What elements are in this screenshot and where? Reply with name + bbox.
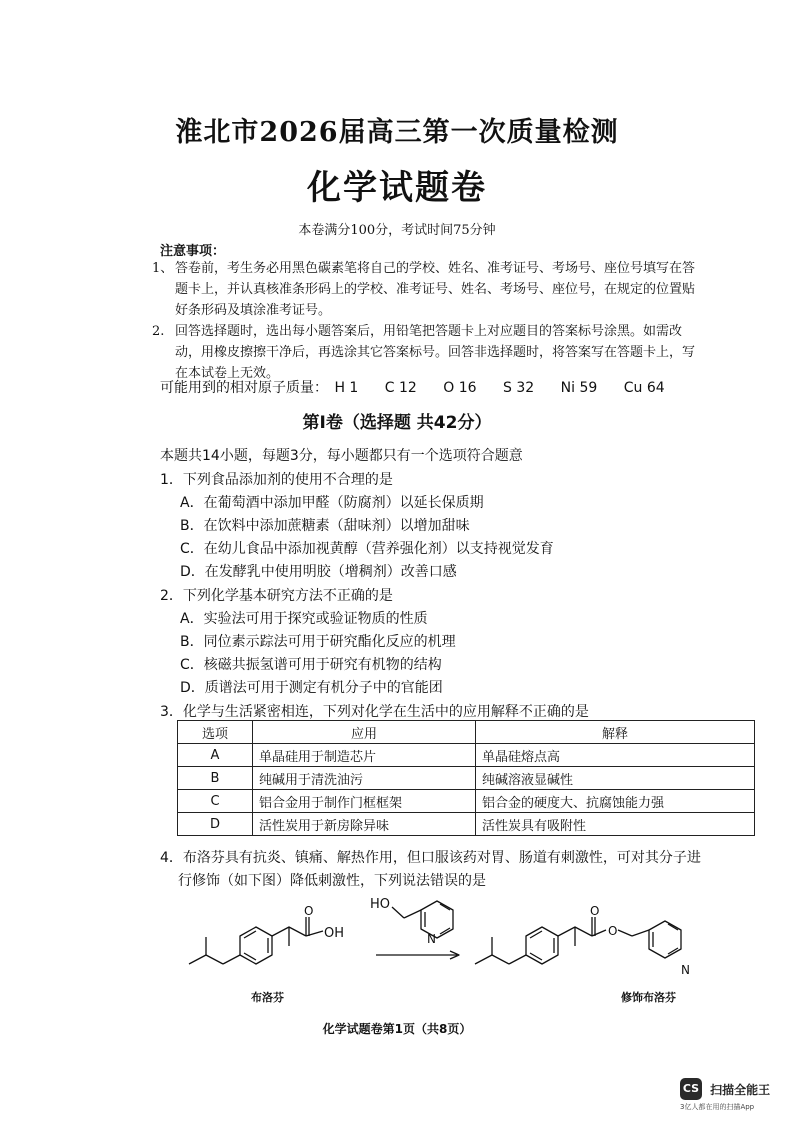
question-2-option-d: D．质谱法可用于测定有机分子中的官能团 bbox=[180, 680, 443, 696]
table-cell: 活性炭具有吸附性 bbox=[476, 813, 755, 836]
question-2-stem: 2．下列化学基本研究方法不正确的是 bbox=[160, 588, 393, 604]
question-1-option-d: D．在发酵乳中使用明胶（增稠剂）改善口感 bbox=[180, 564, 457, 580]
table-cell: 铝合金的硬度大、抗腐蚀能力强 bbox=[476, 790, 755, 813]
atomic-mass-item: H 1 bbox=[334, 380, 359, 396]
question-1-option-c: C．在幼儿食品中添加视黄醇（营养强化剂）以支持视觉发育 bbox=[180, 541, 554, 557]
page-footer: 化学试题卷第1页（共8页） bbox=[322, 1022, 472, 1036]
modified-ibuprofen-structure bbox=[475, 917, 681, 964]
question-4-stem-line-1: 4．布洛芬具有抗炎、镇痛、解热作用，但口服该药对胃、肠道有刺激性，可对其分子进 bbox=[160, 850, 701, 866]
question-2-option-c: C．核磁共振氢谱可用于研究有机物的结构 bbox=[180, 657, 442, 673]
question-2-option-a: A．实验法可用于探究或验证物质的性质 bbox=[180, 611, 428, 627]
table-cell: B bbox=[178, 767, 253, 790]
atomic-mass-item: Ni 59 bbox=[560, 380, 598, 396]
atomic-mass-item: S 32 bbox=[503, 380, 535, 396]
notice-heading: 注意事项： bbox=[160, 244, 226, 259]
notice-line: 题卡上，并认真核准条形码上的学校、准考证号、姓名、考场号、座位号，在规定的位置贴 bbox=[175, 282, 696, 297]
scanner-watermark bbox=[680, 1078, 771, 1111]
table-header: 解释 bbox=[476, 721, 755, 744]
notice-line: 在本试卷上无效。 bbox=[175, 366, 280, 381]
question-1-option-a: A．在葡萄酒中添加甲醛（防腐剂）以延长保质期 bbox=[180, 495, 484, 511]
table-cell: 铝合金用于制作门框框架 bbox=[253, 790, 476, 813]
ho-label: HO bbox=[370, 897, 391, 912]
table-cell: 纯碱用于清洗油污 bbox=[253, 767, 476, 790]
table-cell: 活性炭用于新房除异味 bbox=[253, 813, 476, 836]
notice-line: 答卷前，考生务必用黑色碳素笔将自己的学校、姓名、准考证号、考场号、座位号填写在答 bbox=[175, 261, 696, 276]
question-3-stem: 3．化学与生活紧密相连，下列对化学在生活中的应用解释不正确的是 bbox=[160, 704, 589, 720]
table-cell: C bbox=[178, 790, 253, 813]
atomic-mass-item: O 16 bbox=[443, 380, 477, 396]
notice-line: 动，用橡皮擦擦干净后，再选涂其它答案标号。回答非选择题时，将答案写在答题卡上，写 bbox=[175, 345, 696, 360]
question-1-stem: 1．下列食品添加剂的使用不合理的是 bbox=[160, 472, 393, 488]
section-intro: 本题共14小题，每题3分，每小题都只有一个选项符合题意 bbox=[160, 448, 523, 464]
nitrogen-label: N bbox=[681, 963, 690, 977]
table-header: 应用 bbox=[253, 721, 476, 744]
table-cell: 单晶硅熔点高 bbox=[476, 744, 755, 767]
reagent-structure bbox=[392, 901, 453, 938]
product-label: 修饰布洛芬 bbox=[621, 991, 676, 1004]
notice-number: 1、 bbox=[152, 261, 174, 276]
nitrogen-label: N bbox=[427, 932, 436, 946]
atomic-mass-label: 可能用到的相对原子质量： bbox=[160, 380, 328, 396]
table-cell: 纯碱溶液显碱性 bbox=[476, 767, 755, 790]
table-cell: 单晶硅用于制造芯片 bbox=[253, 744, 476, 767]
scanner-logo-icon: CS bbox=[680, 1078, 702, 1100]
section-heading: 第Ⅰ卷（选择题 共42分） bbox=[302, 413, 492, 433]
scanner-name: 扫描全能王 bbox=[710, 1082, 771, 1097]
question-2-option-b: B．同位素示踪法可用于研究酯化反应的机理 bbox=[180, 634, 456, 650]
notice-number: 2. bbox=[152, 324, 165, 339]
table-header: 选项 bbox=[178, 721, 253, 744]
oh-label: OH bbox=[324, 926, 345, 941]
notice-line: 好条形码及填涂准考证号。 bbox=[175, 303, 332, 318]
table-cell: A bbox=[178, 744, 253, 767]
ibuprofen-structure bbox=[189, 917, 323, 964]
table-cell: D bbox=[178, 813, 253, 836]
atomic-mass-item: C 12 bbox=[384, 380, 417, 396]
scanner-tagline: 3亿人都在用的扫描App bbox=[680, 1103, 755, 1111]
oxygen-atom: O bbox=[304, 904, 314, 918]
question-4-stem-line-2: 行修饰（如下图）降低刺激性，下列说法错误的是 bbox=[178, 873, 486, 889]
exam-title: 淮北市2026届高三第一次质量检测 bbox=[175, 117, 619, 148]
subject-title: 化学试题卷 bbox=[307, 168, 487, 208]
exam-info: 本卷满分100分，考试时间75分钟 bbox=[298, 223, 496, 238]
atomic-mass-item: Cu 64 bbox=[623, 380, 665, 396]
oxygen-atom: O bbox=[608, 924, 618, 938]
question-1-option-b: B．在饮料中添加蔗糖素（甜味剂）以增加甜味 bbox=[180, 518, 470, 534]
notice-line: 回答选择题时，选出每小题答案后，用铅笔把答题卡上对应题目的答案标号涂黑。如需改 bbox=[175, 324, 683, 339]
reactant-label: 布洛芬 bbox=[251, 991, 284, 1004]
oxygen-atom: O bbox=[590, 904, 600, 918]
